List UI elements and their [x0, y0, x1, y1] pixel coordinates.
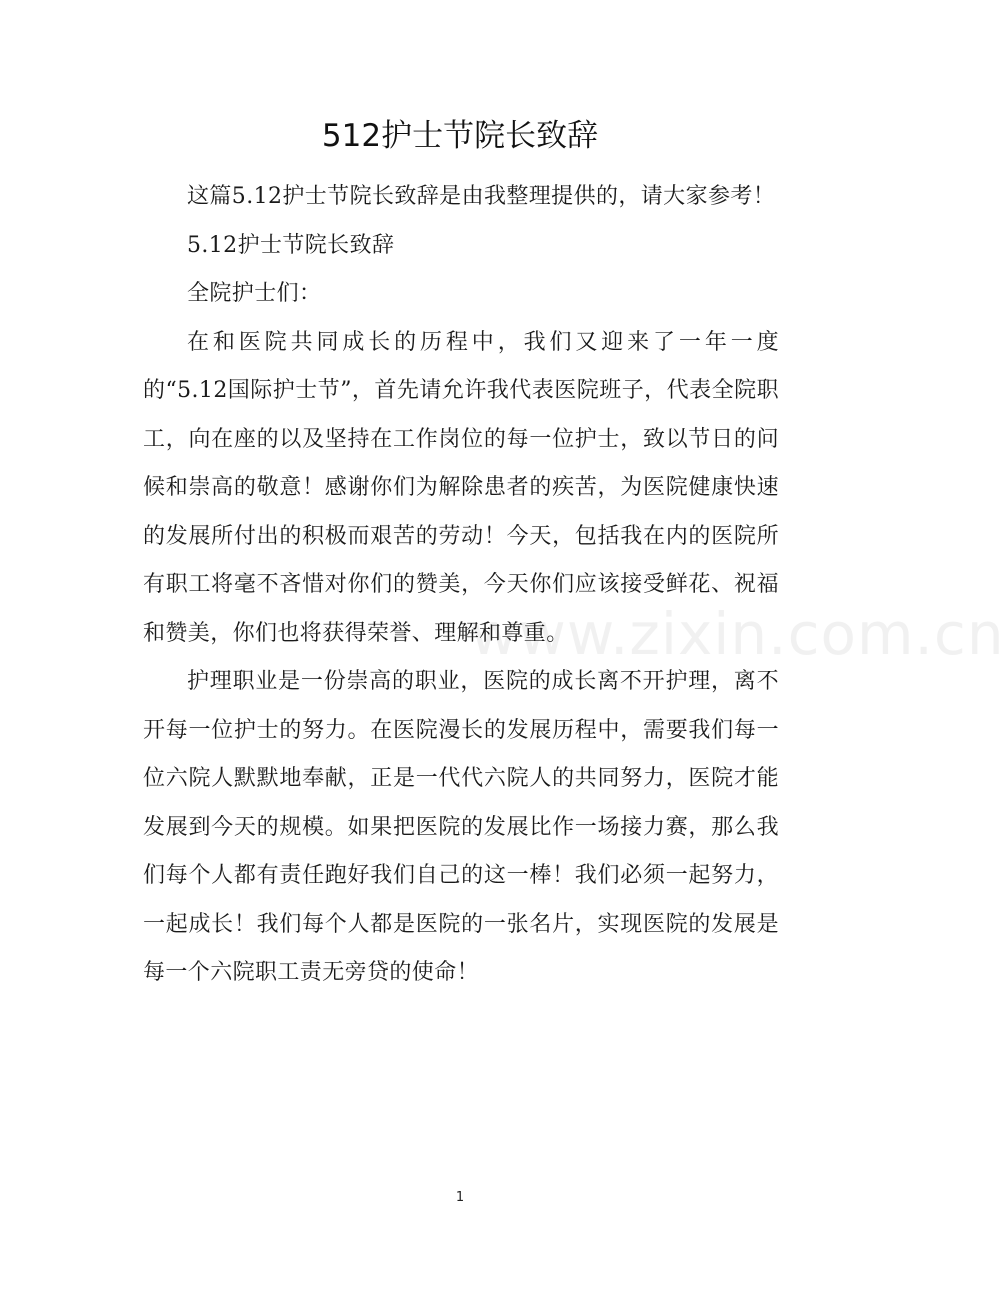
- intro-paragraph: 这篇5.12护士节院长致辞是由我整理提供的，请大家参考！: [187, 184, 776, 209]
- salutation: 全院护士们：: [187, 281, 322, 306]
- page-number: 1: [455, 1190, 465, 1205]
- body-paragraph-1: 在和医院共同成长的历程中，我们又迎来了一年一度的“5.12国际护士节”，首先请允许我代表医院班子，代表全院职工，向在座的以及坚持在工作岗位的每一位护士，致以节日的问候和崇高的敬意！感谢你们为解除患者的疾苦，为医院健康快速的发展所付出的积极而艰苦的劳动！今天，包括我在内的医院所有职工将毫不吝惜对你们的赞美，今天你们应该接受鲜花、祝福和赞美，你们也将获得荣誉、理解和尊重。: [143, 329, 779, 646]
- document-body: [143, 173, 779, 998]
- watermark: www.zixin.com.cn: [470, 600, 1005, 668]
- speech-heading: 5.12护士节院长致辞: [187, 232, 395, 258]
- document-title: 512护士节院长致辞: [321, 118, 599, 154]
- body-paragraph-2: 护理职业是一份崇高的职业，医院的成长离不开护理，离不开每一位护士的努力。在医院漫长的发展历程中，需要我们每一位六院人默默地奉献，正是一代代六院人的共同努力，医院才能发展到今天的规模。如果把医院的发展比作一场接力赛，那么我们每个人都有责任跑好我们自己的这一棒！我们必须一起努力，一起成长！我们每个人都是医院的一张名片，实现医院的发展是每一个六院职工责无旁贷的使命！: [143, 669, 779, 985]
